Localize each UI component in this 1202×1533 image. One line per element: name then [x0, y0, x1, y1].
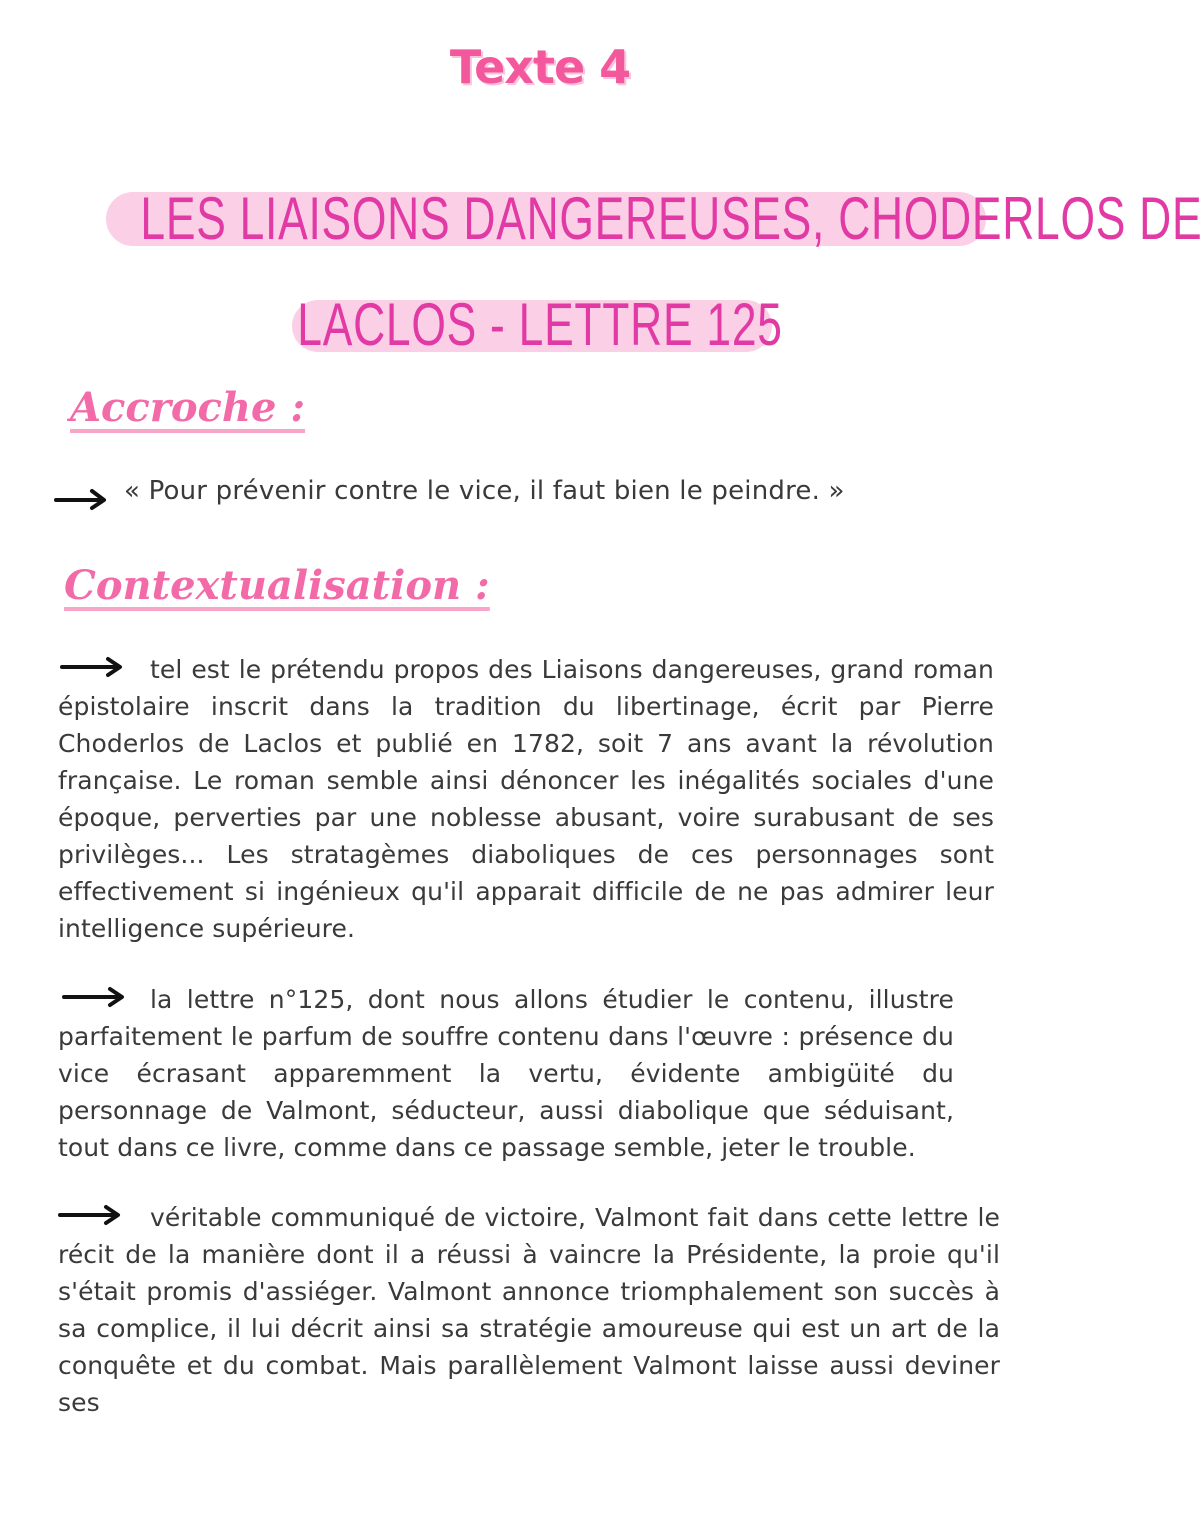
context-paragraph-1 — [58, 651, 994, 947]
arrow-right-icon — [54, 488, 110, 510]
context-paragraph-3 — [58, 1199, 1000, 1421]
contextualisation-heading: Contextualisation : — [64, 562, 490, 609]
context-paragraph-2-text: la lettre n°125, dont nous allons étudier le contenu, illustre parfaitement le parfum de souffre contenu dans l'œuvre : présence du vice écrasant apparemment la vertu, évidente ambigüité du personnage de Valmont, séducteur, aussi diabolique que séduisant, tout dans ce livre, comme dans ce passage semble, jeter le trouble. — [58, 985, 954, 1162]
main-title-line-1: LES LIAISONS DANGEREUSES, CHODERLOS DE — [140, 185, 1202, 252]
accroche-heading: Accroche : — [70, 384, 306, 431]
context-paragraph-1-text: tel est le prétendu propos des Liaisons dangereuses, grand roman épistolaire inscrit dans la tradition du libertinage, écrit par Pierre Choderlos de Laclos et publié en 1782, soit 7 ans avant la révolution française. Le roman semble ainsi dénoncer les inégalités sociales d'une époque, perverties par une noblesse abusant, voire surabusant de ses privilèges... Les stratagèmes diaboliques de ces personnages sont effectivement si ingénieux qu'il apparait difficile de ne pas admirer leur intelligence supérieure. — [58, 655, 994, 943]
accroche-quote: « Pour prévenir contre le vice, il faut bien le peindre. » — [124, 476, 845, 506]
main-title-line-2: LACLOS - LETTRE 125 — [297, 291, 783, 358]
page-title: Texte 4 — [449, 40, 631, 94]
context-paragraph-2 — [58, 981, 954, 1166]
context-paragraph-3-text: véritable communiqué de victoire, Valmont fait dans cette lettre le récit de la manière dont il a réussi à vaincre la Présidente, la proie qu'il s'était promis d'assiéger. Valmont annonce triomphalement son succès à sa complice, il lui décrit ainsi sa stratégie amoureuse qui est un art de la conquête et du combat. Mais parallèlement Valmont laisse aussi deviner ses — [58, 1203, 1000, 1417]
